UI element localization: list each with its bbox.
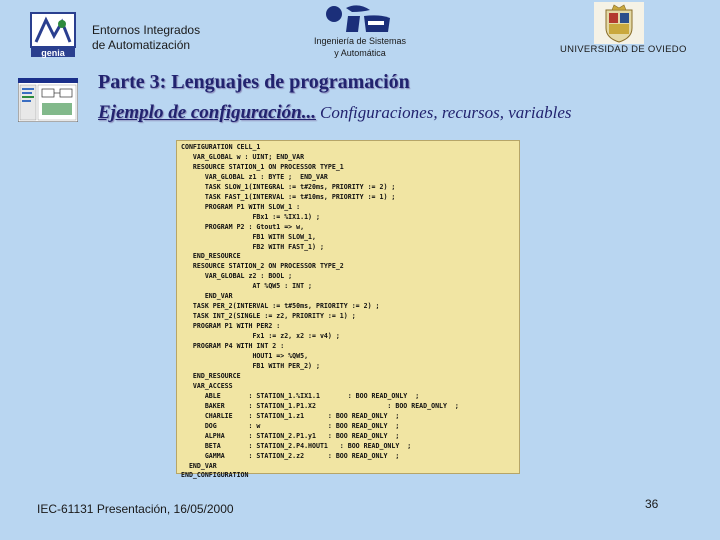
isa-logo xyxy=(318,4,398,34)
university-crest-icon xyxy=(594,2,644,44)
header-right-caption: UNIVERSIDAD DE OVIEDO xyxy=(560,44,687,55)
subtitle-main: Ejemplo de configuración... xyxy=(98,102,316,123)
code-listing-box xyxy=(176,140,520,480)
subtitle-rest: Configuraciones, recursos, variables xyxy=(319,103,572,122)
footer-text: IEC-61131 Presentación, 16/05/2000 xyxy=(37,502,234,516)
header-center-caption: Ingeniería de Sistemas y Automática xyxy=(313,36,407,58)
genia-logo xyxy=(30,12,76,58)
genia-logo-text: genia xyxy=(41,48,65,58)
page-number: 36 xyxy=(645,497,659,511)
slide-title: Parte 3: Lenguajes de programación xyxy=(98,71,410,93)
code-listing: CONFIGURATION CELL_1 VAR_GLOBAL w : UINT; END_VAR RESOURCE STATION_1 ON PROCESSOR TYPE_1 VAR_GLOBAL z1 : BYTE ; END_VAR TASK SLOW_1(INTEGRAL := t#20ms, PRIORITY := 2) ; TASK FAST_1(INTERVAL := t#10ms, PRIORITY := 1) ; PROGRAM P1 WITH SLOW_1 : FBx1 := %IX1.1) ; PROGRAM P2 : Gtout1 => w, FB1 WITH SLOW_1, FB2 WITH FAST_1) ; END_RESOURCE RESOURCE STATION_2 ON PROCESSOR TYPE_2 VAR_GLOBAL z2 : BOOL ; AT %QW5 : INT ; END_VAR TASK PER_2(INTERVAL := t#50ms, PRIORITY := 2) ; TASK INT_2(SINGLE := z2, PRIORITY := 1) ; PROGRAM P1 WITH PER2 : Fx1 := z2, x2 := v4) ; PROGRAM P4 WITH INT 2 : HOUT1 => %QW5, FB1 WITH PER_2) ; END_RESOURCE VAR_ACCESS ABLE : STATION_1.%IX1.1 : BOO READ_ONLY ; BAKER : STATION_1.P1.X2 : BOO READ_ONLY ; CHARLIE : STATION_1.z1 : BOO READ_ONLY ; DOG : w : BOO READ_ONLY ; ALPHA : STATION_2.P1.y1 : BOO READ_ONLY ; BETA : STATION_2.P4.HOUT1 : BOO READ_ONLY ; GAMMA : STATION_2.z2 : BOO READ_ONLY ; END_VAR END_CONFIGURATION xyxy=(181,143,459,480)
application-window-icon xyxy=(18,78,78,122)
header-left-caption: Entornos Integrados de Automatización xyxy=(92,23,201,52)
slide-subtitle xyxy=(98,102,572,124)
